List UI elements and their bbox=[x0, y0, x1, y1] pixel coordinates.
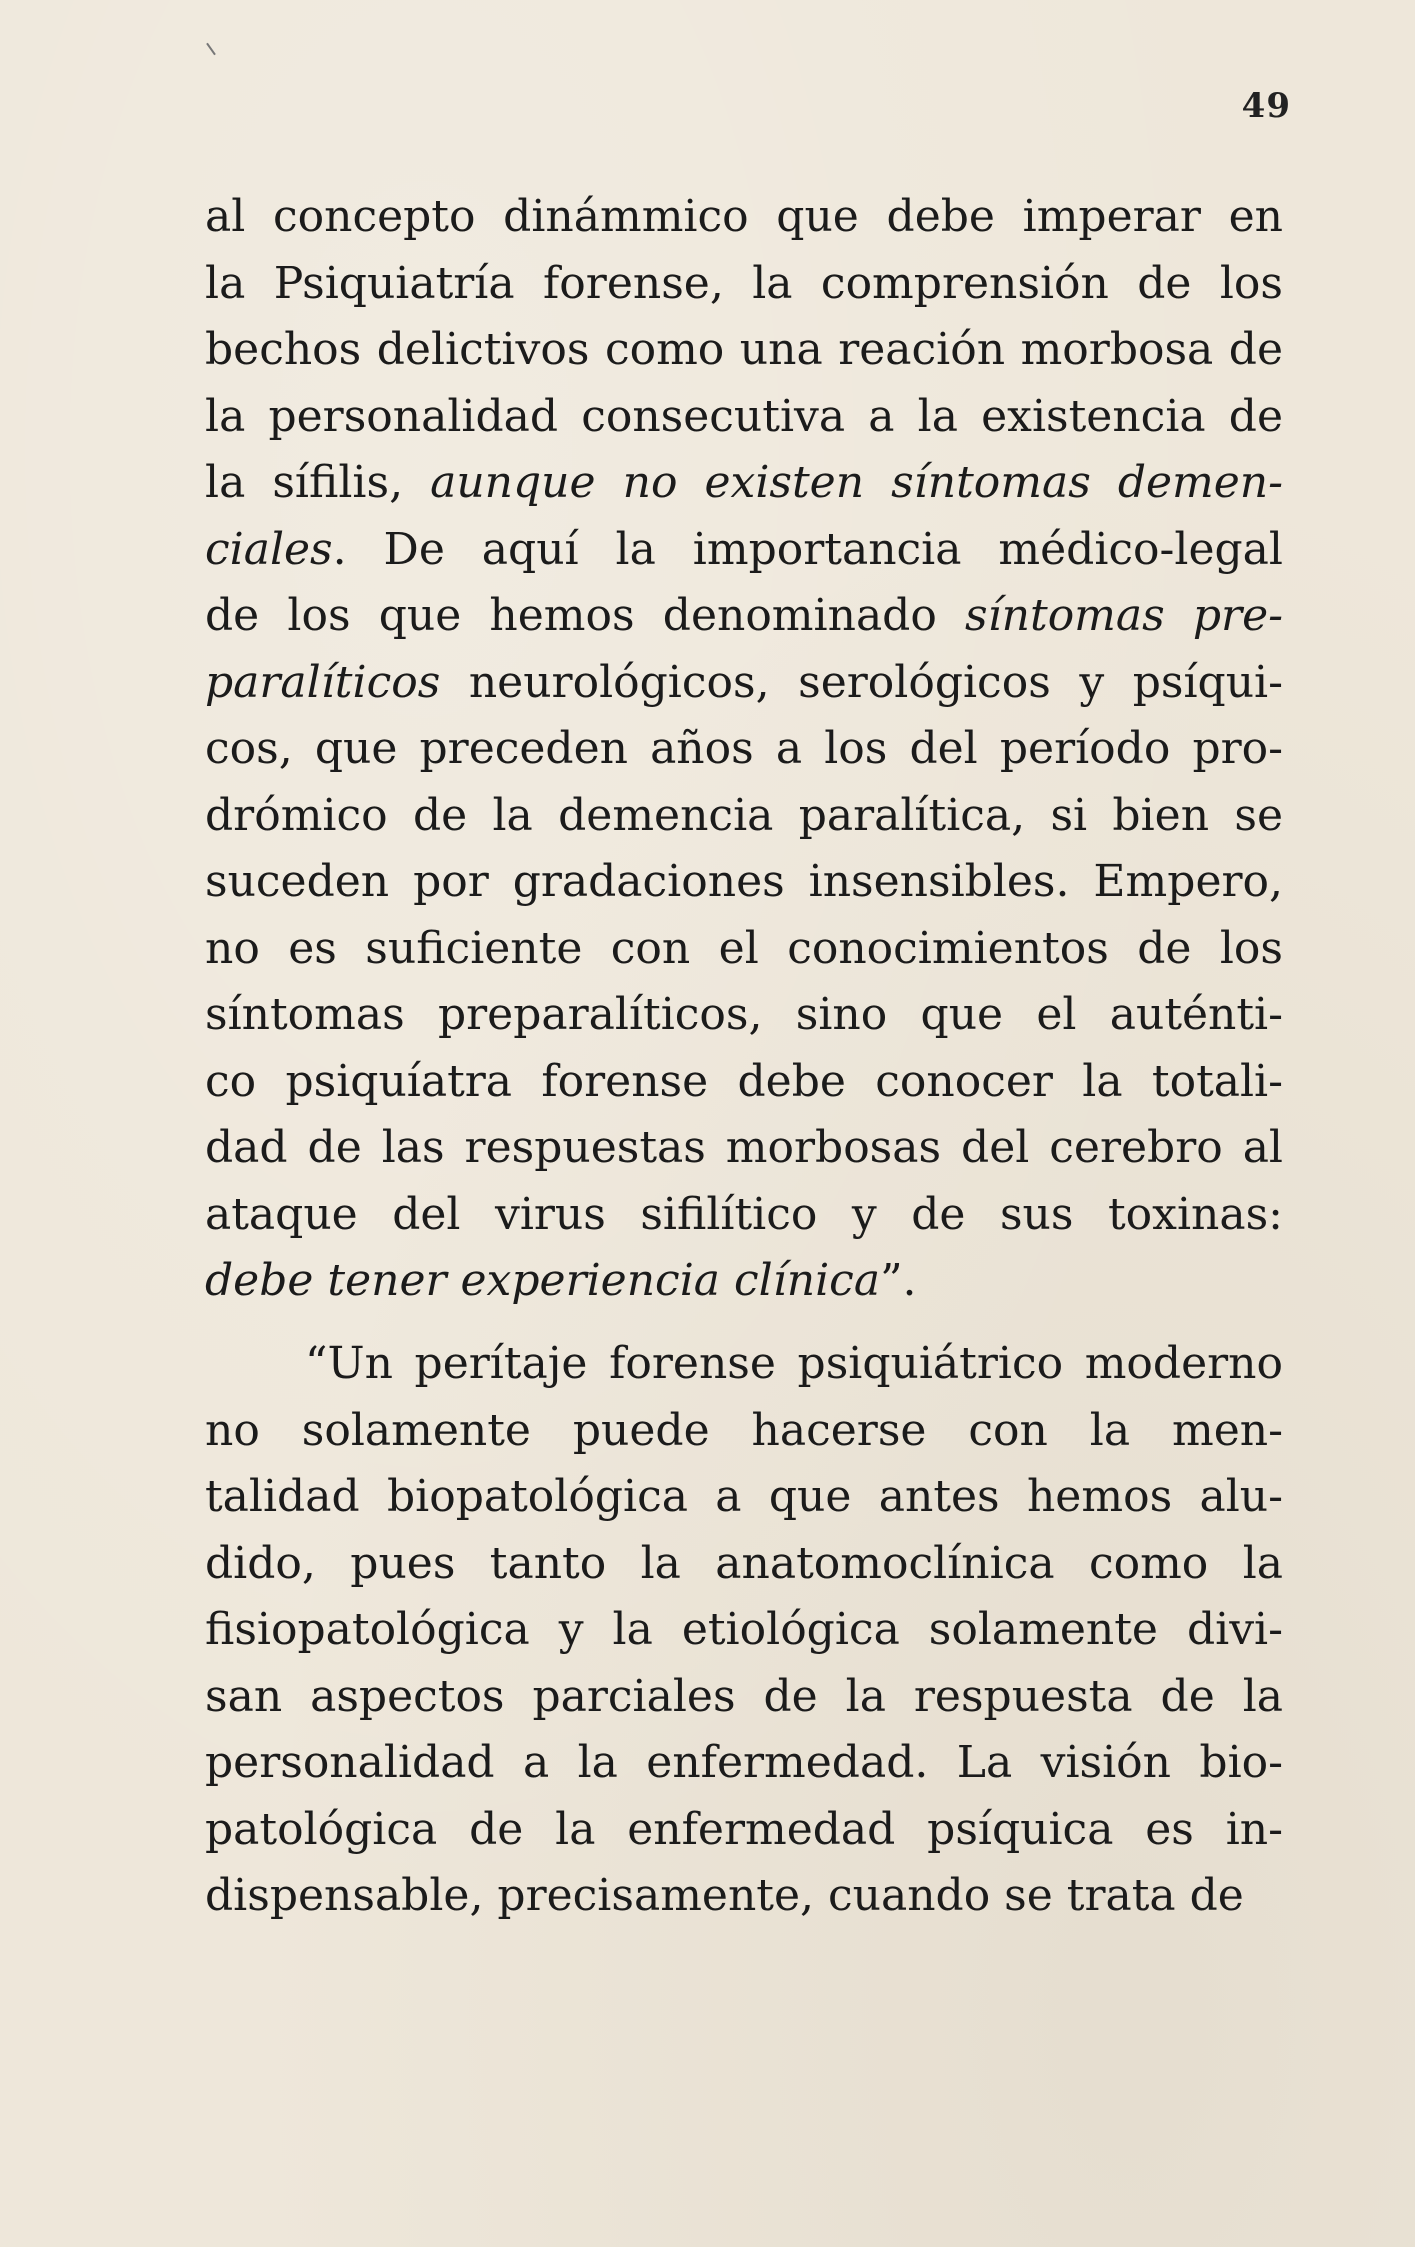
text-line bbox=[205, 1531, 1283, 1598]
text-line bbox=[205, 716, 1283, 783]
text-line bbox=[205, 1597, 1283, 1664]
text-line bbox=[205, 1863, 1283, 1930]
text-line bbox=[205, 1331, 1283, 1398]
text-line bbox=[205, 317, 1283, 384]
print-mark bbox=[206, 43, 216, 56]
text-segment: no solamente puede hacerse con la men- bbox=[205, 1404, 1283, 1456]
italic-text: aunque no existen síntomas demen- bbox=[430, 457, 1283, 508]
text-segment: de los que hemos denominado bbox=[205, 590, 966, 641]
text-line bbox=[205, 450, 1283, 517]
italic-text: ciales bbox=[205, 523, 333, 575]
text-line bbox=[205, 517, 1283, 584]
text-segment: drómico de la demencia paralítica, si bien se bbox=[205, 789, 1283, 841]
paragraph-2 bbox=[205, 1331, 1283, 1930]
text-line bbox=[205, 783, 1283, 850]
text-segment: la Psiquiatría forense, la comprensión de los bbox=[205, 257, 1283, 309]
text-segment: la sífilis, bbox=[205, 457, 431, 508]
page-number: 49 bbox=[1241, 86, 1291, 126]
text-segment: patológica de la enfermedad psíquica es in- bbox=[205, 1803, 1283, 1855]
text-line bbox=[205, 1398, 1283, 1465]
text-segment: ”. bbox=[880, 1255, 917, 1306]
text-segment: san aspectos parciales de la respuesta de la bbox=[205, 1670, 1283, 1722]
text-line bbox=[205, 982, 1283, 1049]
text-segment: . De aquí la importancia médico-legal bbox=[332, 523, 1283, 575]
text-segment: ataque del virus sifilítico y de sus toxinas: bbox=[205, 1188, 1283, 1240]
text-segment: dad de las respuestas morbosas del cerebro al bbox=[205, 1122, 1283, 1173]
text-segment: la personalidad consecutiva a la existencia de bbox=[205, 390, 1283, 442]
text-segment: “Un perítaje forense psiquiátrico moderno bbox=[305, 1338, 1283, 1389]
text-line bbox=[205, 1797, 1283, 1864]
text-segment: dido, pues tanto la anatomoclínica como la bbox=[205, 1537, 1283, 1589]
text-line bbox=[205, 184, 1283, 251]
italic-text: síntomas pre- bbox=[965, 590, 1283, 641]
text-segment: suceden por gradaciones insensibles. Empero, bbox=[205, 856, 1283, 907]
text-line bbox=[205, 1248, 1283, 1315]
text-segment: cos, que preceden años a los del período pro- bbox=[205, 723, 1283, 774]
text-segment: síntomas preparalíticos, sino que el auténti- bbox=[205, 989, 1283, 1040]
text-segment: dispensable, precisamente, cuando se trata de bbox=[205, 1870, 1244, 1921]
text-segment: bechos delictivos como una reación morbosa de bbox=[205, 324, 1283, 375]
text-line bbox=[205, 1115, 1283, 1182]
text-segment: talidad biopatológica a que antes hemos alu- bbox=[205, 1471, 1283, 1522]
text-line bbox=[205, 251, 1283, 318]
text-segment: co psiquíatra forense debe conocer la totali- bbox=[205, 1055, 1283, 1107]
text-line bbox=[205, 583, 1283, 650]
text-line bbox=[205, 384, 1283, 451]
text-line bbox=[205, 1730, 1283, 1797]
text-segment: neurológicos, serológicos y psíqui- bbox=[440, 656, 1283, 708]
text-line bbox=[205, 1182, 1283, 1249]
text-line bbox=[205, 849, 1283, 916]
text-line bbox=[205, 1049, 1283, 1116]
text-segment: no es suficiente con el conocimientos de los bbox=[205, 922, 1283, 974]
text-segment: fisiopatológica y la etiológica solamente divi- bbox=[205, 1604, 1283, 1655]
text-line bbox=[205, 1464, 1283, 1531]
text-line bbox=[205, 1664, 1283, 1731]
text-segment: al concepto dinámmico que debe imperar en bbox=[205, 191, 1283, 242]
text-segment: personalidad a la enfermedad. La visión bio- bbox=[205, 1737, 1283, 1788]
italic-text: debe tener experiencia clínica bbox=[205, 1255, 881, 1306]
text-line bbox=[205, 916, 1283, 983]
text-line bbox=[205, 650, 1283, 717]
italic-text: paralíticos bbox=[205, 656, 441, 708]
paragraph-1 bbox=[205, 184, 1283, 1315]
